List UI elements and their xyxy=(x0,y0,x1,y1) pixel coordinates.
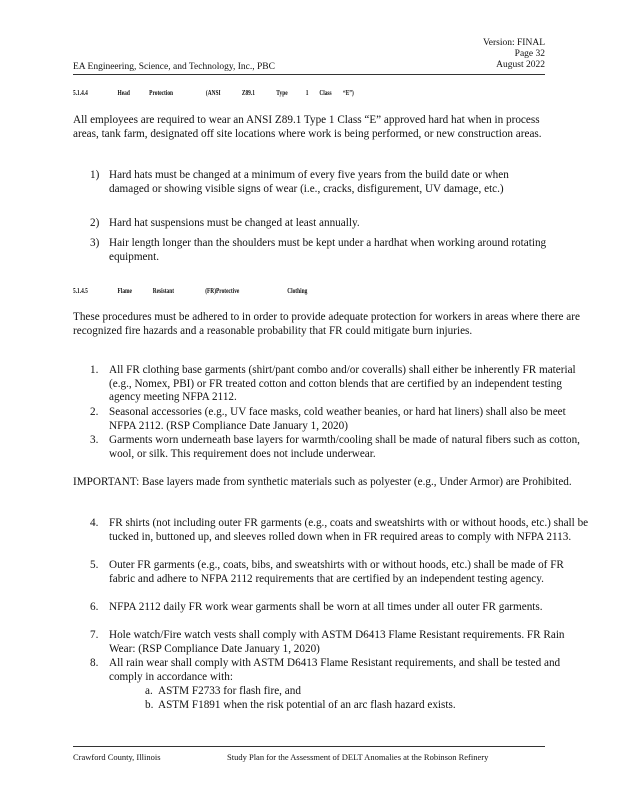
sub-list-item: ASTM F1891 when the risk potential of an arc flash hazard exists. xyxy=(158,699,456,711)
list-item: Hair length longer than the shoulders must be kept under a hardhat when working around rotating equipment. xyxy=(109,237,547,263)
header-meta xyxy=(483,38,545,71)
list-item: Hole watch/Fire watch vests shall comply with ASTM D6413 Flame Resistant requirements. FR Rain Wear: (RSP Compliance Date January 1, 2020) xyxy=(109,629,565,655)
head-protection-intro: All employees are required to wear an ANSI Z89.1 Type 1 Class “E” approved hard hat when in process areas, tank farm, designated off site locations where work is being performed, or new construction areas. xyxy=(73,114,542,140)
heading-word: “E”) xyxy=(343,88,354,97)
list-number: 1. xyxy=(90,364,99,376)
list-item: NFPA 2112 daily FR work wear garments shall be worn at all times under all outer FR garments. xyxy=(109,601,543,613)
heading-word: Resistant xyxy=(152,286,175,295)
section-number: 5.1.4.4 xyxy=(73,88,88,97)
list-item: Hard hat suspensions must be changed at least annually. xyxy=(109,217,360,229)
footer-divider xyxy=(73,746,545,747)
list-number: 4. xyxy=(90,517,99,529)
list-item: Hard hats must be changed at a minimum of every five years from the build date or when damaged or showing visible signs of wear (i.e., cracks, disfigurement, UV damage, etc.) xyxy=(109,169,509,195)
list-number: 3. xyxy=(90,434,99,446)
list-item: All FR clothing base garments (shirt/pant combo and/or coveralls) shall either be inherently FR material (e.g., Nomex, PBI) or FR treated cotton and cotton blends that are certified by an independent testing agency meeting NFPA 2112. xyxy=(109,364,576,403)
list-item: Garments worn underneath base layers for warmth/cooling shall be made of natural fibers such as cotton, wool, or silk. This requirement does not include underwear. xyxy=(109,434,580,460)
footer-document-title: Study Plan for the Assessment of DELT Anomalies at the Robinson Refinery xyxy=(227,752,489,762)
list-item: FR shirts (not including outer FR garments (e.g., coats and sweatshirts with or without hoods, etc.) shall be tucked in, buttoned up, and sleeves rolled down when in FR required areas to comply with NFPA 2113. xyxy=(109,517,589,543)
list-number: 8. xyxy=(90,657,99,669)
sub-list-item: ASTM F2733 for flash fire, and xyxy=(158,685,301,697)
list-number: 5. xyxy=(90,559,99,571)
list-number: 7. xyxy=(90,629,99,641)
footer-location: Crawford County, Illinois xyxy=(73,752,161,762)
header-divider xyxy=(73,74,545,75)
section-heading-head-protection xyxy=(73,88,354,97)
heading-word: Head xyxy=(117,88,130,97)
document-date: August 2022 xyxy=(496,60,545,70)
list-item: All rain wear shall comply with ASTM D6413 Flame Resistant requirements, and shall be tested and comply in accordance with: xyxy=(109,657,561,683)
sub-list-letter: a. xyxy=(145,685,153,697)
company-name: EA Engineering, Science, and Technology, Inc., PBC xyxy=(73,62,275,72)
list-number: 2) xyxy=(90,217,100,229)
heading-word: (ANSI xyxy=(205,88,221,97)
section-number: 5.1.4.5 xyxy=(73,286,88,295)
sub-list-letter: b. xyxy=(145,699,154,711)
page-number: Page 32 xyxy=(514,49,545,59)
fr-clothing-intro: These procedures must be adhered to in order to provide adequate protection for workers in areas where there are recognized fire hazards and a reasonable probability that FR could mitigate burn injuries. xyxy=(73,311,580,337)
heading-word: (FR)Protective xyxy=(205,286,240,295)
list-item: Seasonal accessories (e.g., UV face masks, cold weather beanies, or hard hat liners) shall also be meet NFPA 2112. (RSP Compliance Date January 1, 2020) xyxy=(109,406,566,432)
list-number: 6. xyxy=(90,601,99,613)
list-item: Outer FR garments (e.g., coats, bibs, and sweatshirts with or without hoods, etc.) shall be made of FR fabric and adhere to NFPA 2112 requirements that are certified by an independent testing agency. xyxy=(109,559,564,585)
version-label: Version: FINAL xyxy=(482,38,545,48)
heading-word: Z89.1 xyxy=(241,88,255,97)
section-heading-fr-clothing xyxy=(73,286,307,295)
heading-word: Class xyxy=(319,88,332,97)
heading-word: Flame xyxy=(117,286,132,295)
important-note: IMPORTANT: Base layers made from synthetic materials such as polyester (e.g., Under Armor) are Prohibited. xyxy=(73,476,572,488)
heading-word: Clothing xyxy=(287,286,308,295)
list-number: 1) xyxy=(90,169,100,181)
heading-word: Protection xyxy=(149,88,174,97)
list-number: 3) xyxy=(90,237,100,249)
heading-word: Type xyxy=(276,88,288,97)
list-number: 2. xyxy=(90,406,99,418)
heading-word: 1 xyxy=(305,88,309,97)
